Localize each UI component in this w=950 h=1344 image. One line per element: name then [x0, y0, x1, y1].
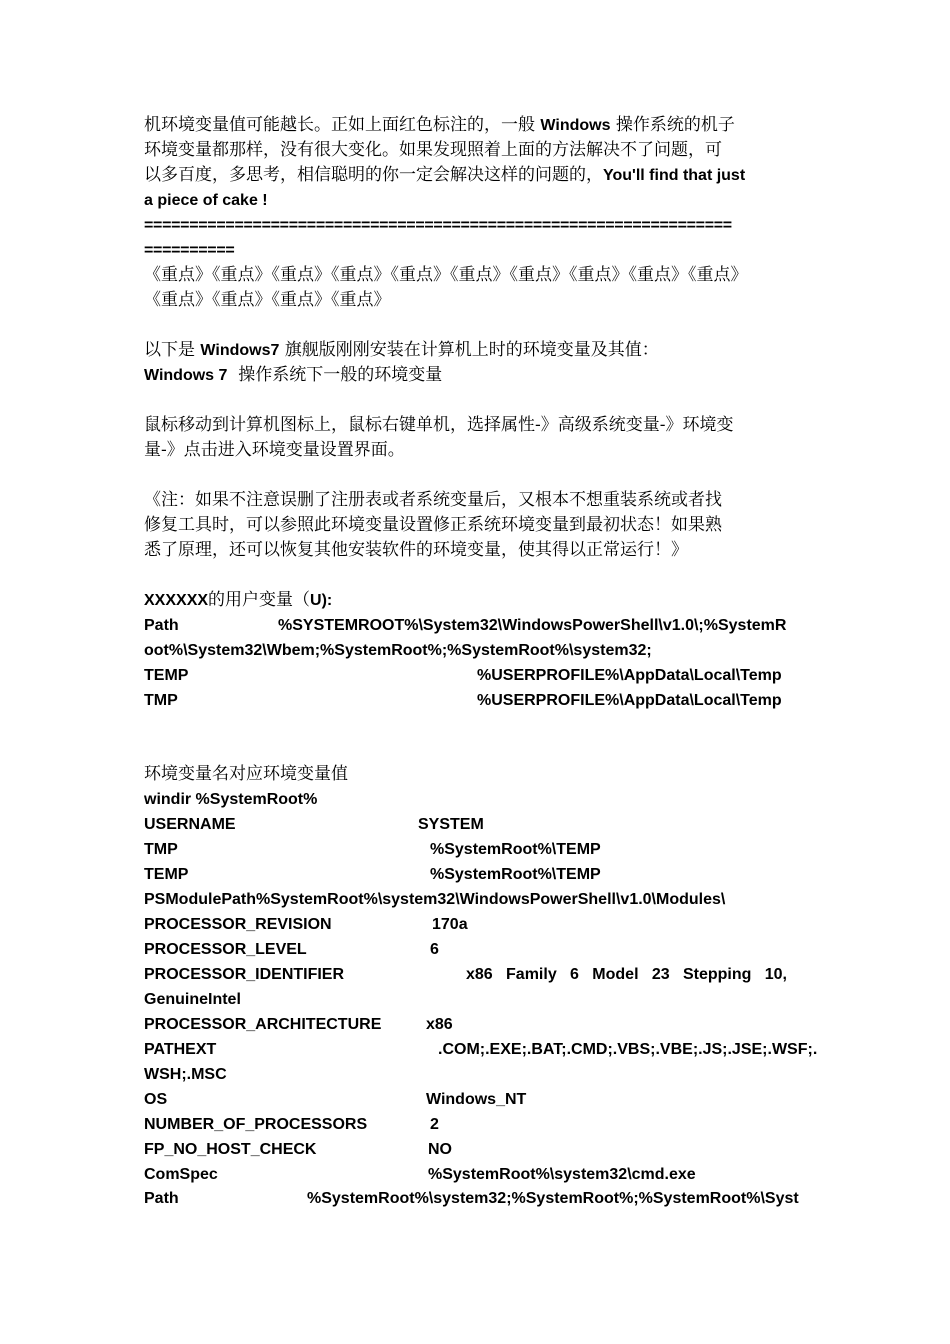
separator-line-2: ========== — [144, 242, 235, 259]
sys-var-psmodulepath: PSModulePath%SystemRoot%\system32\WindowsPowerShell\v1.0\Modules\ — [144, 891, 726, 908]
sys-var-fp-no-host-check — [144, 1137, 814, 1162]
var-key: PATHEXT — [144, 1041, 217, 1058]
sys-var-number-of-processors — [144, 1112, 814, 1137]
sys-var-temp — [144, 862, 814, 887]
user-var-temp — [144, 663, 814, 688]
note-line-3: 悉了原理，还可以恢复其他安装软件的环境变量，使其得以正常运行！》 — [144, 540, 688, 560]
sys-var-processor-identifier-continued: GenuineIntel — [144, 991, 241, 1008]
var-value: Windows_NT — [426, 1091, 527, 1108]
intro-paragraph — [144, 113, 808, 213]
mouse-line-2: 量-》点击进入环境变量设置界面。 — [144, 440, 405, 460]
var-key: Path — [144, 1190, 179, 1207]
sys-var-pathext — [144, 1037, 818, 1062]
user-vars-heading: XXXXXX的用户变量（U): — [144, 590, 333, 610]
var-value: .COM;.EXE;.BAT;.CMD;.VBS;.VBE;.JS;.JSE;.WSF;. — [438, 1041, 818, 1058]
emphasis-line-2: 《重点》《重点》《重点》《重点》 — [144, 290, 391, 310]
var-value: 6 — [430, 941, 439, 958]
var-value: 2 — [430, 1116, 439, 1133]
var-key: PROCESSOR_ARCHITECTURE — [144, 1016, 382, 1033]
var-value: %SystemRoot%\system32;%SystemRoot%;%SystemRoot%\Syst — [307, 1190, 799, 1207]
var-key: PROCESSOR_LEVEL — [144, 941, 307, 958]
var-key: TEMP — [144, 866, 189, 883]
sys-var-processor-level — [144, 937, 814, 962]
var-key: OS — [144, 1091, 168, 1108]
var-key: NUMBER_OF_PROCESSORS — [144, 1116, 368, 1133]
var-value: x86 Family 6 Model 23 Stepping 10, — [466, 966, 787, 983]
sys-vars-heading: 环境变量名对应环境变量值 — [144, 764, 348, 784]
intro-line-4: a piece of cake ! — [144, 192, 268, 209]
var-value: %SystemRoot%\system32\cmd.exe — [428, 1166, 696, 1183]
var-value: %USERPROFILE%\AppData\Local\Temp — [477, 667, 782, 684]
var-key: TEMP — [144, 667, 189, 684]
separator-line-1: ================================================================= — [144, 217, 732, 234]
var-value: NO — [428, 1141, 452, 1158]
var-value: %USERPROFILE%\AppData\Local\Temp — [477, 692, 782, 709]
var-key: PROCESSOR_IDENTIFIER — [144, 966, 345, 983]
user-var-path — [144, 613, 814, 638]
intro-line-1: 机环境变量值可能越长。正如上面红色标注的，一般 Windows 操作系统的机子 — [144, 115, 735, 135]
var-value: 170a — [432, 916, 468, 933]
var-key: TMP — [144, 692, 178, 709]
sys-var-os — [144, 1087, 814, 1112]
mouse-line-1: 鼠标移动到计算机图标上，鼠标右键单机，选择属性-》高级系统变量-》环境变 — [144, 415, 734, 435]
var-key: FP_NO_HOST_CHECK — [144, 1141, 317, 1158]
var-value: SYSTEM — [418, 816, 484, 833]
sys-var-windir: windir %SystemRoot% — [144, 791, 318, 808]
note-line-1: 《注：如果不注意误删了注册表或者系统变量后，又根本不想重装系统或者找 — [144, 490, 722, 510]
sys-var-tmp — [144, 837, 814, 862]
sys-var-path — [144, 1186, 814, 1211]
win7-line-2: Windows 7 操作系统下一般的环境变量 — [144, 365, 443, 385]
intro-line-3: 以多百度，多思考，相信聪明的你一定会解决这样的问题的，You'll find that just — [144, 165, 746, 185]
var-value: x86 — [426, 1016, 453, 1033]
user-var-path-continued: oot%\System32\Wbem;%SystemRoot%;%SystemRoot%\system32; — [144, 642, 652, 659]
var-value: %SYSTEMROOT%\System32\WindowsPowerShell\v1.0\;%SystemR — [278, 617, 787, 634]
var-key: Path — [144, 617, 179, 634]
var-key: TMP — [144, 841, 178, 858]
sys-var-processor-identifier — [144, 962, 814, 987]
sys-var-processor-architecture — [144, 1012, 814, 1037]
sys-var-pathext-continued: WSH;.MSC — [144, 1066, 227, 1083]
sys-var-username — [144, 812, 814, 837]
var-key: ComSpec — [144, 1166, 218, 1183]
user-var-tmp — [144, 688, 814, 713]
var-value: %SystemRoot%\TEMP — [430, 866, 601, 883]
emphasis-line-1: 《重点》《重点》《重点》《重点》《重点》《重点》《重点》《重点》《重点》《重点》 — [144, 265, 748, 285]
win7-line-1: 以下是 Windows7 旗舰版刚刚安装在计算机上时的环境变量及其值： — [144, 340, 659, 360]
var-value: %SystemRoot%\TEMP — [430, 841, 601, 858]
note-line-2: 修复工具时，可以参照此环境变量设置修正系统环境变量到最初状态！如果熟 — [144, 515, 722, 535]
sys-var-processor-revision — [144, 912, 814, 937]
var-key: USERNAME — [144, 816, 236, 833]
intro-line-2: 环境变量都那样，没有很大变化。如果发现照着上面的方法解决不了问题，可 — [144, 140, 722, 160]
var-key: PROCESSOR_REVISION — [144, 916, 332, 933]
sys-var-comspec — [144, 1162, 814, 1187]
